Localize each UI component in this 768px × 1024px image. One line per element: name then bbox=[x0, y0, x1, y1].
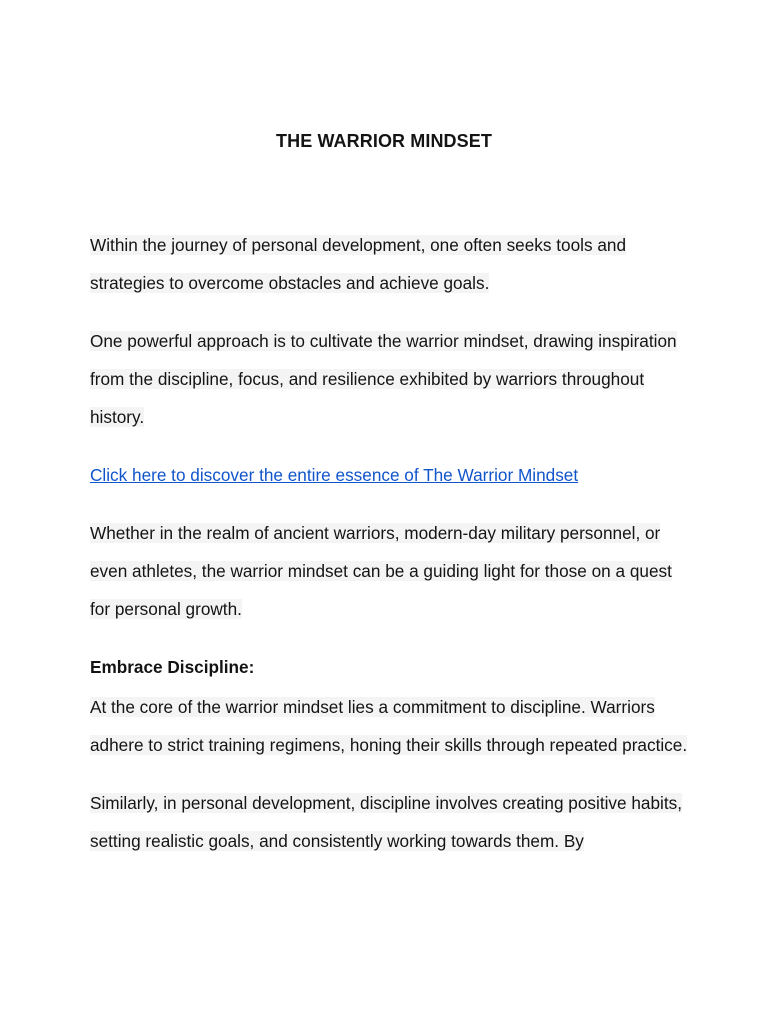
paragraph-realm bbox=[90, 514, 690, 628]
paragraph-discipline-core-text: At the core of the warrior mindset lies a commitment to discipline. Warriors adhere to strict training regimens, honing their skills through repeated practice. bbox=[90, 697, 688, 755]
section-heading-discipline: Embrace Discipline: bbox=[90, 657, 255, 677]
paragraph-realm-text: Whether in the realm of ancient warriors, modern-day military personnel, or even athletes, the warrior mindset can be a guiding light for those on a quest for personal growth. bbox=[90, 523, 672, 619]
document-body bbox=[90, 226, 690, 880]
paragraph-approach-text: One powerful approach is to cultivate the warrior mindset, drawing inspiration from the discipline, focus, and resilience exhibited by warriors throughout history. bbox=[90, 331, 677, 427]
paragraph-intro-text: Within the journey of personal development, one often seeks tools and strategies to overcome obstacles and achieve goals. bbox=[90, 235, 627, 293]
paragraph-discipline-personal-text: Similarly, in personal development, discipline involves creating positive habits, setting realistic goals, and consistently working towards them. By bbox=[90, 793, 682, 851]
document-title: THE WARRIOR MINDSET bbox=[276, 131, 492, 151]
paragraph-approach bbox=[90, 322, 690, 436]
warrior-mindset-link[interactable]: Click here to discover the entire essence of The Warrior Mindset bbox=[90, 465, 579, 485]
link-paragraph bbox=[90, 456, 690, 494]
paragraph-intro bbox=[90, 226, 690, 302]
paragraph-discipline-personal bbox=[90, 784, 690, 860]
paragraph-discipline-core bbox=[90, 688, 690, 764]
